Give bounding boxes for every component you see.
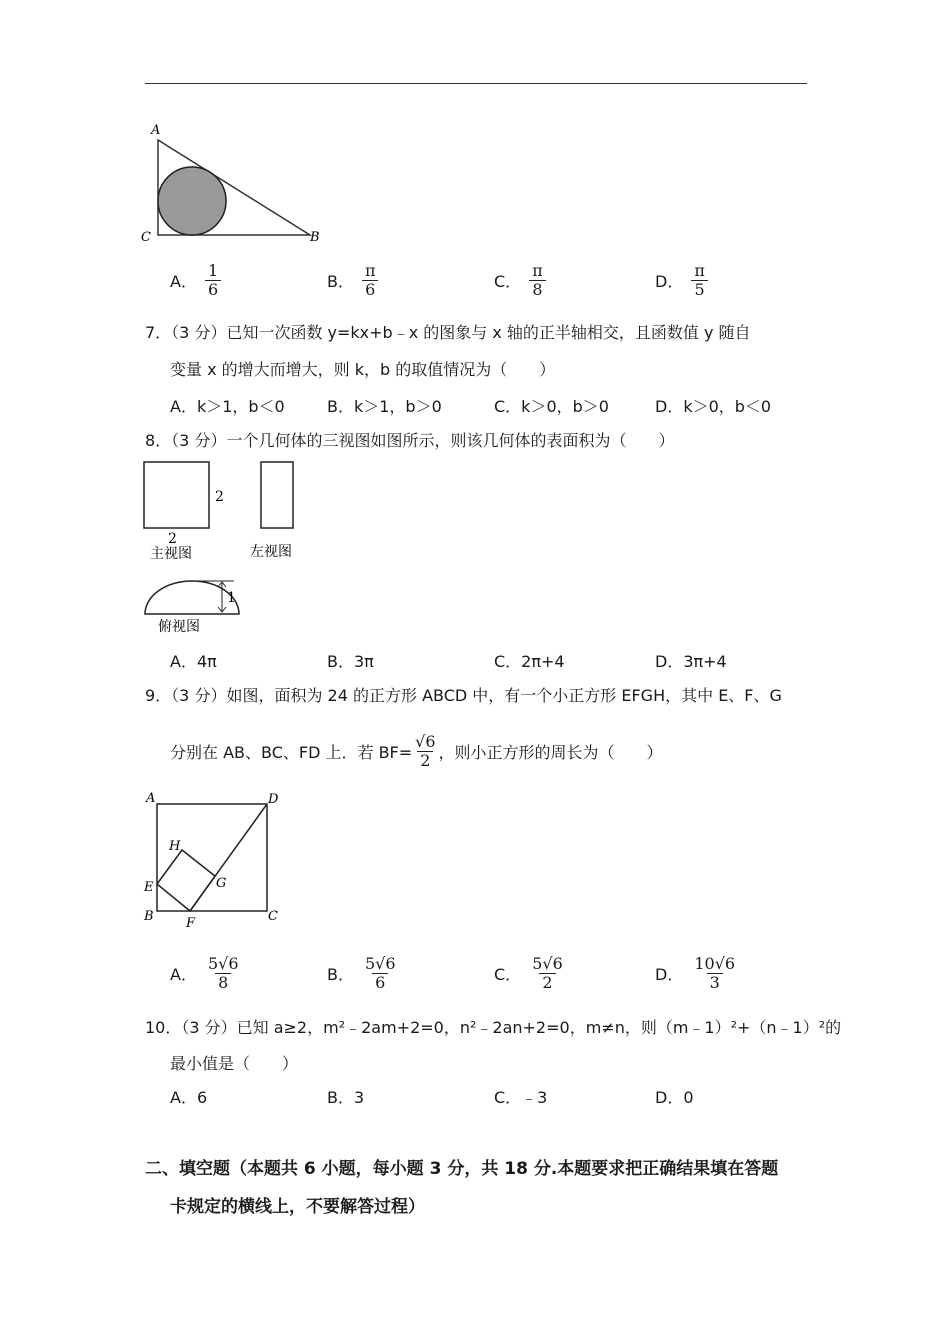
q9-line2: 分别在 AB、BC、FD 上．若 BF= $\frac{√6}{2}$ ，则小正方形的周长为（ ）	[170, 732, 663, 770]
q6-option-b[interactable]: B． $\frac{\pi}{6}$	[327, 262, 379, 299]
three-views-figure	[138, 455, 318, 640]
q9-option-d[interactable]: D． $\frac{10√6}{3}$	[655, 954, 736, 992]
q10-option-b[interactable]: B．3	[327, 1088, 365, 1107]
q10-option-a[interactable]: A．6	[170, 1088, 208, 1107]
q6-option-d[interactable]: D． $\frac{\pi}{5}$	[655, 262, 708, 299]
q7-line1: 7．（3 分）已知一次函数 y=kx+b﹣x 的图象与 x 轴的正半轴相交，且函数值 y 随自	[145, 323, 751, 342]
label-b: B	[310, 230, 320, 245]
label-f: F	[186, 916, 196, 931]
square-figure	[138, 787, 288, 932]
q8-option-d[interactable]: D．3π+4	[655, 652, 727, 671]
section2-heading-cont: 卡规定的横线上，不要解答过程）	[170, 1197, 425, 1217]
label-b: B	[144, 909, 154, 924]
label-a: A	[146, 791, 156, 806]
label-c: C	[268, 909, 278, 924]
header-rule	[145, 83, 807, 84]
q10-option-d[interactable]: D．0	[655, 1088, 694, 1107]
top-view-caption: 俯视图	[158, 619, 200, 635]
label-h: H	[169, 839, 181, 854]
label-c: C	[141, 230, 151, 245]
left-view-caption: 左视图	[250, 544, 292, 560]
q8-option-a[interactable]: A．4π	[170, 652, 217, 671]
label-a: A	[151, 123, 161, 138]
front-width-label: 2	[168, 531, 177, 547]
q10-option-c[interactable]: C．﹣3	[494, 1088, 548, 1107]
q7-line2: 变量 x 的增大而增大，则 k，b 的取值情况为（ ）	[170, 360, 556, 379]
q8-option-c[interactable]: C．2π+4	[494, 652, 565, 671]
section2-heading: 二、填空题（本题共 6 小题，每小题 3 分，共 18 分.本题要求把正确结果填在答题	[145, 1159, 779, 1179]
front-view-caption: 主视图	[150, 546, 192, 562]
q9-line1: 9．（3 分）如图，面积为 24 的正方形 ABCD 中，有一个小正方形 EFGH，其中 E、F、G	[145, 686, 782, 705]
q7-option-b[interactable]: B．k＞1，b＞0	[327, 397, 442, 416]
top-height-label: 1	[227, 590, 236, 606]
front-height-label: 2	[215, 489, 224, 505]
q7-option-c[interactable]: C．k＞0，b＞0	[494, 397, 609, 416]
q7-option-d[interactable]: D．k＞0，b＜0	[655, 397, 772, 416]
q6-option-a[interactable]: A． $\frac{1}{6}$	[170, 262, 221, 299]
q9-option-c[interactable]: C． $\frac{5√6}{2}$	[494, 954, 563, 992]
q9-option-b[interactable]: B． $\frac{5√6}{6}$	[327, 954, 396, 992]
label-e: E	[144, 880, 154, 895]
triangle-incircle-figure	[135, 118, 335, 246]
label-g: G	[216, 876, 227, 891]
bf-fraction: $\frac{√6}{2}$	[415, 732, 436, 770]
q7-option-a[interactable]: A．k＞1，b＜0	[170, 397, 285, 416]
q8-option-b[interactable]: B．3π	[327, 652, 374, 671]
label-d: D	[268, 792, 279, 807]
q10-line2: 最小值是（ ）	[170, 1054, 299, 1073]
q8-line1: 8．（3 分）一个几何体的三视图如图所示，则该几何体的表面积为（ ）	[145, 431, 675, 450]
q9-option-a[interactable]: A． $\frac{5√6}{8}$	[170, 954, 239, 992]
q6-option-c[interactable]: C． $\frac{\pi}{8}$	[494, 262, 546, 299]
q10-line1: 10．（3 分）已知 a≥2，m²﹣2am+2=0，n²﹣2an+2=0，m≠n，则（m﹣1）²+（n﹣1）²的	[145, 1018, 842, 1037]
